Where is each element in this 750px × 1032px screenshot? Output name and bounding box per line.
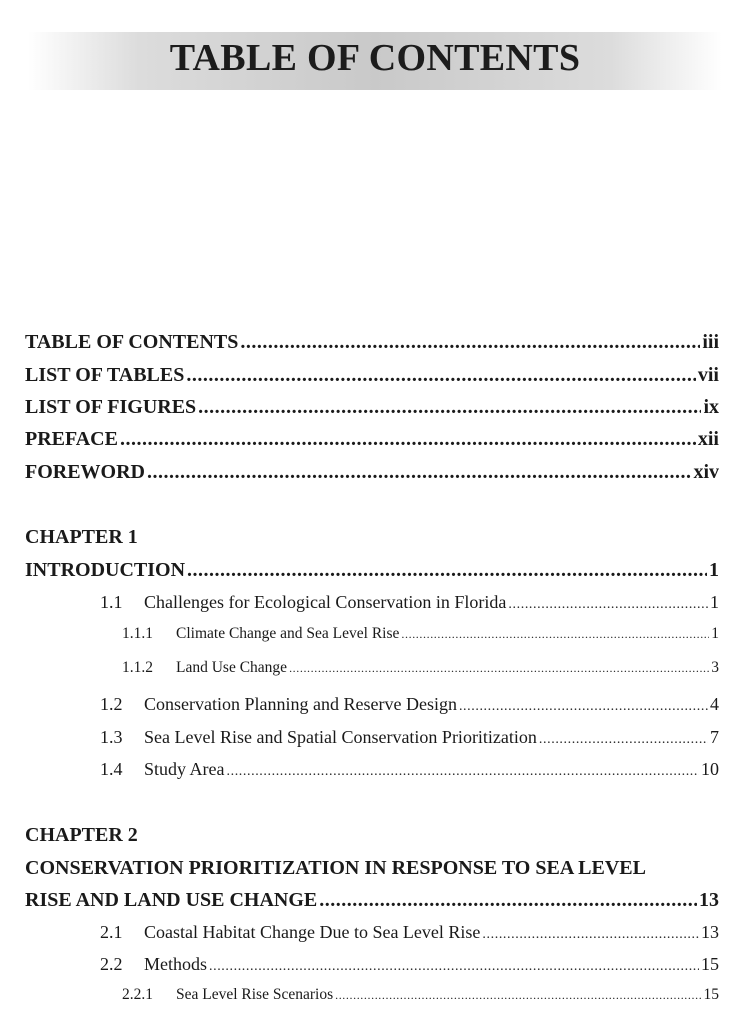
entry-page: vii (697, 364, 719, 386)
section-page: 7 (710, 727, 719, 747)
dot-leader (508, 597, 708, 613)
toc-section-1-1[interactable] (100, 592, 719, 613)
section-number: 1.4 (100, 759, 123, 779)
entry-label: PREFACE (25, 428, 118, 450)
dot-leader (401, 627, 709, 642)
dot-leader (186, 364, 696, 387)
entry-label: FOREWORD (25, 461, 145, 483)
section-number: 2.1 (100, 922, 123, 942)
entry-page: xii (697, 428, 719, 450)
section-page: 15 (703, 986, 719, 1003)
toc-section-1-1-2[interactable] (122, 659, 719, 677)
section-page: 10 (701, 759, 719, 779)
section-number: 2.2 (100, 954, 123, 974)
toc-section-2-1[interactable] (100, 922, 719, 943)
section-title: Sea Level Rise and Spatial Conservation Prioritization (144, 727, 537, 747)
dot-leader (198, 396, 701, 419)
dot-leader (335, 988, 701, 1003)
toc-section-1-3[interactable] (100, 727, 719, 748)
entry-page: xiv (693, 461, 719, 483)
section-page: 13 (701, 922, 719, 942)
dot-leader (482, 927, 699, 943)
entry-label: LIST OF FIGURES (25, 396, 197, 418)
toc-entry-list-of-tables[interactable] (25, 364, 719, 387)
dot-leader (539, 732, 708, 748)
toc-section-2-2-1[interactable] (122, 986, 719, 1004)
dot-leader (187, 559, 707, 582)
section-title: Land Use Change (176, 659, 288, 676)
toc-section-2-2[interactable] (100, 954, 719, 975)
toc-entry-chapter-2[interactable] (25, 889, 719, 912)
toc-entry-list-of-figures[interactable] (25, 396, 719, 419)
section-title: Study Area (144, 759, 225, 779)
section-number: 1.1 (100, 592, 123, 612)
section-number: 1.3 (100, 727, 123, 747)
toc-entry-foreword[interactable] (25, 461, 719, 484)
dot-leader (147, 461, 691, 484)
section-page: 1 (710, 592, 719, 612)
toc-section-1-1-1[interactable] (122, 625, 719, 643)
toc-section-1-4[interactable] (100, 759, 719, 780)
entry-label: TABLE OF CONTENTS (25, 331, 239, 353)
section-number: 1.2 (100, 694, 123, 714)
section-title: Challenges for Ecological Conservation in Florida (144, 592, 507, 612)
dot-leader (209, 959, 699, 975)
entry-page: ix (703, 396, 719, 418)
chapter-1-label: CHAPTER 1 (25, 526, 138, 548)
dot-leader (459, 699, 708, 715)
dot-leader (227, 764, 700, 780)
chapter-2-title-line-1: CONSERVATION PRIORITIZATION IN RESPONSE TO SEA LEVEL (25, 857, 646, 879)
page-title: TABLE OF CONTENTS (169, 37, 581, 79)
toc-entry-chapter-1[interactable] (25, 559, 719, 582)
dot-leader (289, 661, 709, 676)
entry-page: iii (702, 331, 719, 353)
section-title: Methods (144, 954, 207, 974)
section-number: 1.1.2 (122, 659, 153, 676)
toc-entry-preface[interactable] (25, 428, 719, 451)
section-page: 4 (710, 694, 719, 714)
section-page: 3 (711, 659, 719, 676)
section-number: 2.2.1 (122, 986, 153, 1003)
dot-leader (240, 331, 700, 354)
entry-page: 13 (699, 889, 719, 911)
section-number: 1.1.1 (122, 625, 153, 642)
toc-entry-table-of-contents[interactable] (25, 331, 719, 354)
section-title: Sea Level Rise Scenarios (176, 986, 334, 1003)
toc-section-1-2[interactable] (100, 694, 719, 715)
entry-label: INTRODUCTION (25, 559, 186, 581)
dot-leader (120, 428, 696, 451)
entry-page: 1 (709, 559, 719, 581)
section-title: Coastal Habitat Change Due to Sea Level Rise (144, 922, 481, 942)
chapter-2-label: CHAPTER 2 (25, 824, 138, 846)
section-page: 1 (711, 625, 719, 642)
section-page: 15 (701, 954, 719, 974)
section-title: Climate Change and Sea Level Rise (176, 625, 400, 642)
entry-label: RISE AND LAND USE CHANGE (25, 889, 318, 911)
section-title: Conservation Planning and Reserve Design (144, 694, 457, 714)
entry-label: LIST OF TABLES (25, 364, 185, 386)
dot-leader (319, 889, 697, 912)
